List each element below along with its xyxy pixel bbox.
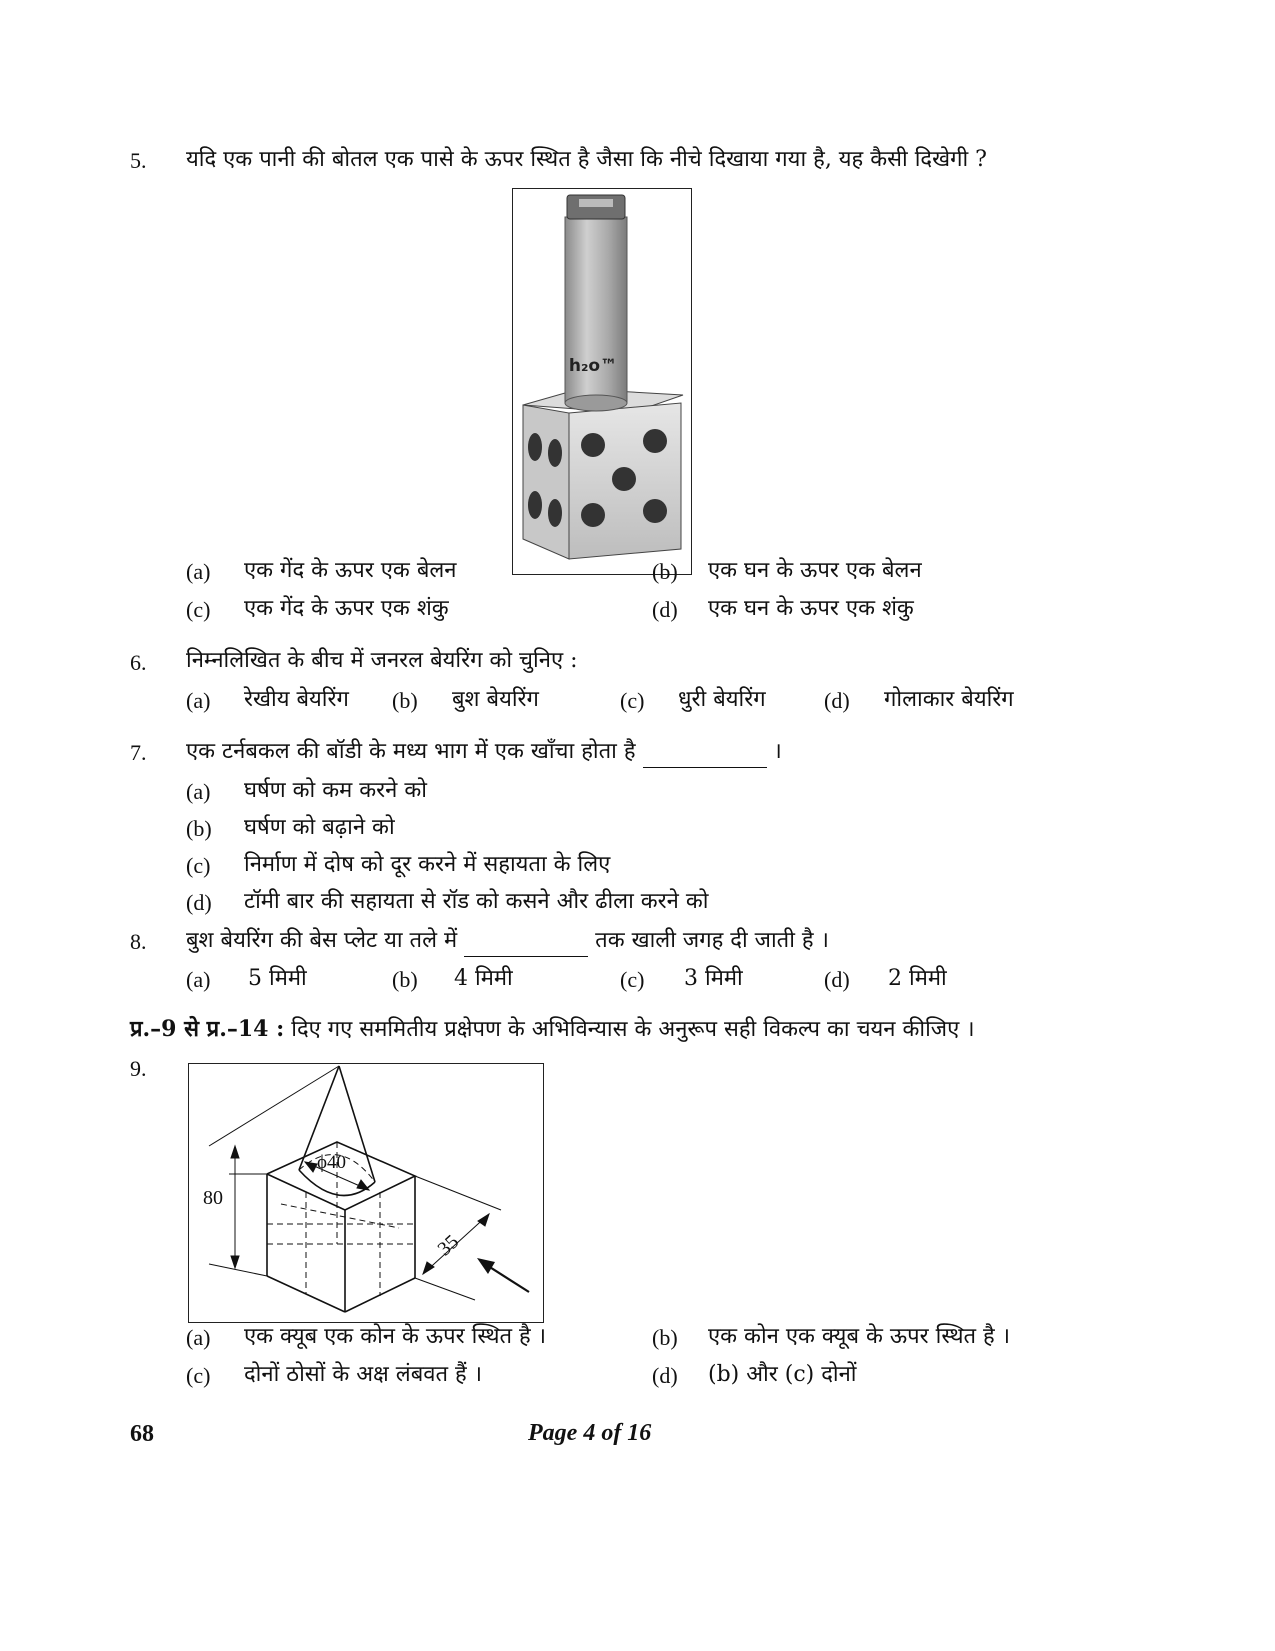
q6-option-c-text: धुरी बेयरिंग — [678, 687, 766, 712]
bottle-on-die-image — [513, 189, 691, 574]
q9-option-b-text: एक कोन एक क्यूब के ऊपर स्थित है । — [708, 1324, 1011, 1349]
q8-option-a-text: 5 मिमी — [248, 966, 307, 991]
q9-option-c-label: (c) — [186, 1363, 211, 1388]
q6-option-a-text: रेखीय बेयरिंग — [244, 687, 349, 712]
bottle-label: h₂o™ — [568, 356, 618, 376]
footer-page-number: Page 4 of 16 — [528, 1420, 652, 1446]
q8-blank — [464, 926, 588, 957]
dim-diameter-label: ϕ40 — [317, 1152, 347, 1173]
q8-option-a-label: (a) — [186, 967, 211, 992]
section-instruction-text: दिए गए सममितीय प्रक्षेपण के अभिविन्यास के अनुरूप सही विकल्प का चयन कीजिए । — [291, 1017, 975, 1042]
q9-number: 9. — [130, 1056, 147, 1081]
q5-option-c-label: (c) — [186, 597, 211, 622]
q8-option-c-label: (c) — [620, 967, 645, 992]
q9-option-d-label: (d) — [652, 1363, 678, 1388]
q7-number: 7. — [130, 740, 147, 765]
dim-side-label: 35 — [433, 1230, 464, 1261]
q9-option-c-text: दोनों ठोसों के अक्ष लंबवत हैं । — [244, 1362, 483, 1387]
q8-text-after: तक खाली जगह दी जाती है । — [595, 928, 829, 953]
q5-option-b-label: (b) — [652, 559, 678, 584]
q6-option-c-label: (c) — [620, 688, 645, 713]
q8-option-b-text: 4 मिमी — [454, 966, 513, 991]
isometric-drawing — [189, 1064, 543, 1322]
q7-option-a-text: घर्षण को कम करने को — [244, 778, 427, 803]
section-range-label: प्र.–9 से प्र.–14 : — [130, 1016, 285, 1042]
q7-option-b-text: घर्षण को बढ़ाने को — [244, 815, 395, 840]
footer-code: 68 — [130, 1421, 154, 1447]
q5-text: यदि एक पानी की बोतल एक पासे के ऊपर स्थित है जैसा कि नीचे दिखाया गया है, यह कैसी दिखेगी ? — [186, 147, 987, 172]
q5-number: 5. — [130, 148, 147, 173]
q7-option-c-label: (c) — [186, 853, 211, 878]
q6-option-d-label: (d) — [824, 688, 850, 713]
section-instruction — [130, 1014, 975, 1045]
q7-text-after: । — [773, 739, 782, 764]
q6-number: 6. — [130, 650, 147, 675]
q6-text: निम्नलिखित के बीच में जनरल बेयरिंग को चुनिए : — [186, 648, 578, 673]
q9-option-a-text: एक क्यूब एक कोन के ऊपर स्थित है । — [244, 1324, 547, 1349]
q7-option-c-text: निर्माण में दोष को दूर करने में सहायता के लिए — [244, 852, 611, 877]
q6-option-b-label: (b) — [392, 688, 418, 713]
q8-option-d-text: 2 मिमी — [888, 966, 947, 991]
q6-option-b-text: बुश बेयरिंग — [452, 687, 539, 712]
q7-text — [186, 737, 782, 768]
q7-option-b-label: (b) — [186, 816, 212, 841]
q8-text-before: बुश बेयरिंग की बेस प्लेट या तले में — [186, 928, 458, 953]
q8-text — [186, 926, 829, 957]
q7-option-a-label: (a) — [186, 779, 211, 804]
dim-height-label: 80 — [203, 1187, 223, 1209]
q9-option-d-text: (b) और (c) दोनों — [708, 1362, 857, 1387]
q5-option-d-text: एक घन के ऊपर एक शंकु — [708, 596, 914, 621]
q7-text-before: एक टर्नबकल की बॉडी के मध्य भाग में एक खाँचा होता है — [186, 739, 636, 764]
q5-option-a-label: (a) — [186, 559, 211, 584]
q7-blank — [643, 737, 767, 768]
q9-option-a-label: (a) — [186, 1325, 211, 1350]
q8-number: 8. — [130, 929, 147, 954]
q5-option-d-label: (d) — [652, 597, 678, 622]
q6-option-a-label: (a) — [186, 688, 211, 713]
q6-option-d-text: गोलाकार बेयरिंग — [884, 687, 1014, 712]
bottle-on-die-figure — [512, 188, 692, 575]
q9-option-b-label: (b) — [652, 1325, 678, 1350]
q5-option-b-text: एक घन के ऊपर एक बेलन — [708, 558, 922, 583]
q8-option-c-text: 3 मिमी — [684, 966, 743, 991]
q7-option-d-text: टॉमी बार की सहायता से रॉड को कसने और ढीला करने को — [244, 889, 709, 914]
q8-option-d-label: (d) — [824, 967, 850, 992]
q7-option-d-label: (d) — [186, 890, 212, 915]
q8-option-b-label: (b) — [392, 967, 418, 992]
q5-option-c-text: एक गेंद के ऊपर एक शंकु — [244, 596, 449, 621]
q5-option-a-text: एक गेंद के ऊपर एक बेलन — [244, 558, 457, 583]
isometric-cone-cube-figure — [188, 1063, 544, 1323]
